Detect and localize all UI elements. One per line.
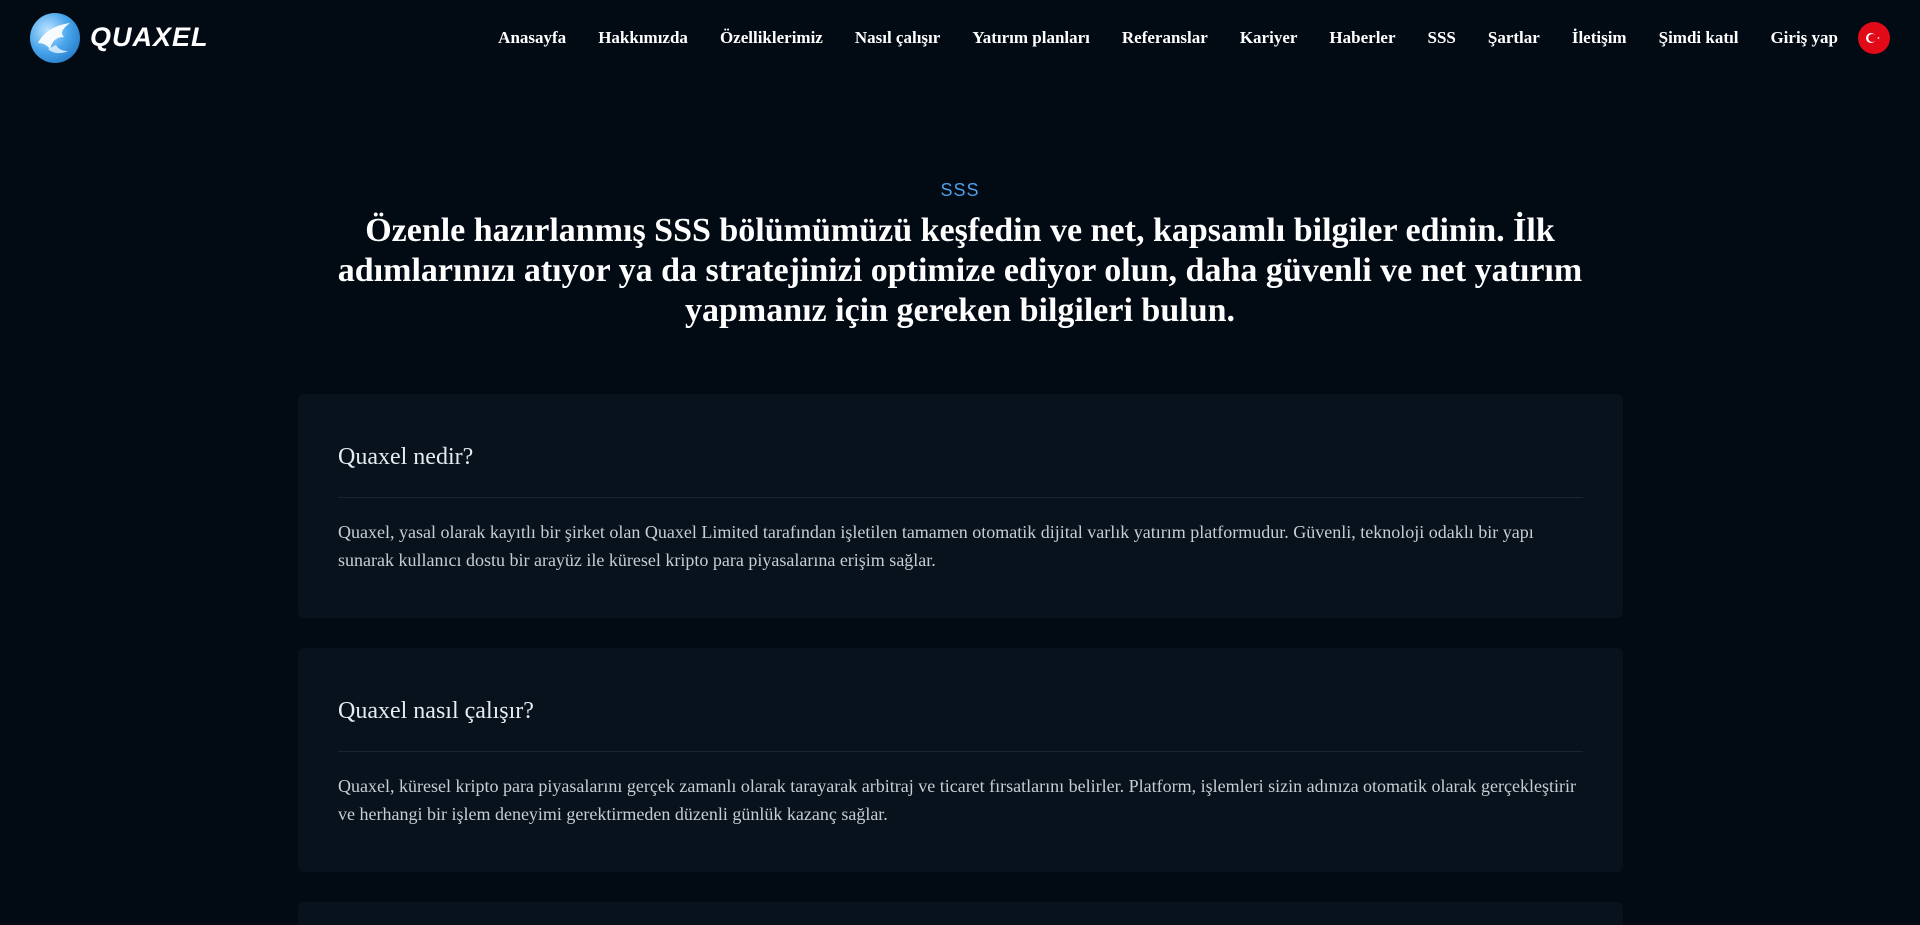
nav-item-iletisim[interactable]: İletişim [1571, 27, 1627, 47]
nav-item-haberler[interactable]: Haberler [1329, 27, 1396, 47]
nav-item-sss[interactable]: SSS [1427, 27, 1456, 47]
faq-item[interactable] [298, 394, 1623, 618]
faq-hero [0, 180, 1920, 331]
nav-item-hakkimizda[interactable]: Hakkımızda [598, 27, 688, 47]
faq-item[interactable] [298, 648, 1623, 872]
section-eyebrow: SSS [940, 180, 980, 200]
site-header [0, 0, 1920, 75]
brand-logo[interactable] [30, 13, 209, 63]
faq-question[interactable]: Quaxel nedir? [338, 444, 1583, 498]
brand-name: QUAXEL [90, 22, 209, 52]
nav-item-giris-yap[interactable]: Giriş yap [1770, 27, 1838, 47]
nav-item-nasil-calisir[interactable]: Nasıl çalışır [854, 27, 941, 47]
faq-item[interactable] [298, 902, 1623, 925]
nav-item-anasayfa[interactable]: Anasayfa [498, 27, 567, 47]
nav-item-kariyer[interactable]: Kariyer [1239, 27, 1298, 47]
eagle-logo-icon [30, 13, 80, 63]
nav-item-referanslar[interactable]: Referanslar [1121, 27, 1208, 47]
turkey-flag-icon[interactable] [1858, 22, 1890, 54]
nav-item-yatirim-planlari[interactable]: Yatırım planları [972, 27, 1090, 47]
faq-answer: Quaxel, küresel kripto para piyasalarını gerçek zamanlı olarak tarayarak arbitraj ve ticaret fırsatlarını belirler. Platform, işlemleri sizin adınıza otomatik olarak gerçekleştirir ve herhangi bir işlem deneyimi gerektirmeden düzenli günlük kazanç sağlar. [338, 776, 1576, 824]
nav-item-simdi-katil[interactable]: Şimdi katıl [1658, 27, 1739, 47]
faq-question[interactable]: Quaxel nasıl çalışır? [338, 698, 1583, 752]
nav-item-ozelliklerimiz[interactable]: Özelliklerimiz [719, 27, 823, 47]
faq-answer: Quaxel, yasal olarak kayıtlı bir şirket olan Quaxel Limited tarafından işletilen tamamen otomatik dijital varlık yatırım platformudur. Güvenli, teknoloji odaklı bir yapı sunarak kullanıcı dostu bir arayüz ile küresel kripto para piyasalarına erişim sağlar. [338, 522, 1534, 570]
faq-list [298, 394, 1623, 925]
page-title: Özenle hazırlanmış SSS bölümümüzü keşfedin ve net, kapsamlı bilgiler edinin. İlk adımlarınızı atıyor ya da stratejinizi optimize ediyor olun, daha güvenli ve net yatırım yapmanız için gereken bilgileri bulun. [337, 212, 1583, 329]
nav-item-sartlar[interactable]: Şartlar [1487, 27, 1540, 47]
main-nav [498, 22, 1890, 54]
